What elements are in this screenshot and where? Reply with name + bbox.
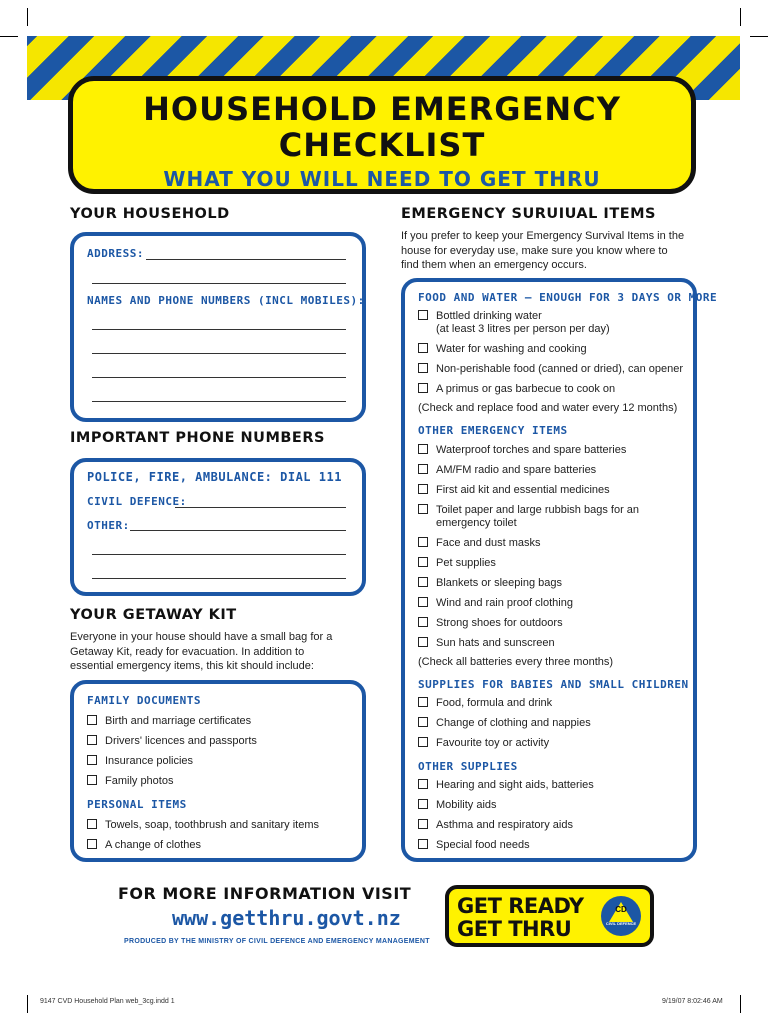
checkbox[interactable] bbox=[418, 444, 428, 454]
page-title-line2: CHECKLIST bbox=[278, 126, 486, 164]
checklist-item[interactable]: Family photos bbox=[87, 775, 173, 788]
checklist-item[interactable]: First aid kit and essential medicines bbox=[418, 484, 610, 497]
getaway-intro: Everyone in your house should have a small bag for a Getaway Kit, ready for evacuation. In addition to essential emergency items, this kit should include: bbox=[70, 631, 333, 672]
other-emergency-label: OTHER EMERGENCY ITEMS bbox=[418, 424, 568, 437]
checkbox[interactable] bbox=[418, 484, 428, 494]
names-line[interactable] bbox=[92, 377, 346, 378]
household-heading: YOUR HOUSEHOLD bbox=[70, 206, 230, 222]
other-label: OTHER: bbox=[87, 519, 130, 532]
logo-line1: GET READY bbox=[457, 894, 584, 918]
crop-mark bbox=[740, 995, 741, 1013]
address-line-2[interactable] bbox=[92, 283, 346, 284]
address-line[interactable] bbox=[146, 259, 346, 260]
checklist-item[interactable]: Bottled drinking water (at least 3 litres per person per day) bbox=[418, 310, 610, 336]
checklist-item[interactable]: Wind and rain proof clothing bbox=[418, 597, 573, 610]
checklist-item[interactable]: Asthma and respiratory aids bbox=[418, 819, 573, 832]
checkbox[interactable] bbox=[87, 715, 97, 725]
names-line[interactable] bbox=[92, 401, 346, 402]
crop-mark bbox=[0, 36, 18, 37]
checklist-item[interactable]: Sun hats and sunscreen bbox=[418, 637, 555, 650]
survival-heading: EMERGENCY SURUIUAL ITEMS bbox=[401, 206, 656, 222]
checklist-item[interactable]: Strong shoes for outdoors bbox=[418, 617, 563, 630]
print-timestamp: 9/19/07 8:02:46 AM bbox=[662, 998, 723, 1005]
checklist-item[interactable]: Favourite toy or activity bbox=[418, 737, 549, 750]
checkbox[interactable] bbox=[418, 577, 428, 587]
checkbox[interactable] bbox=[87, 839, 97, 849]
checkbox[interactable] bbox=[418, 737, 428, 747]
survival-intro: If you prefer to keep your Emergency Survival Items in the house for everyday use, make sure you know where to find them when an emergency occurs. bbox=[401, 230, 685, 271]
other-line-2[interactable] bbox=[92, 554, 346, 555]
produced-by: PRODUCED BY THE MINISTRY OF CIVIL DEFENCE AND EMERGENCY MANAGEMENT bbox=[124, 938, 430, 945]
household-box bbox=[70, 232, 366, 422]
page-subtitle: WHAT YOU WILL NEED TO GET THRU bbox=[163, 167, 601, 191]
checklist-item[interactable]: Food, formula and drink bbox=[418, 697, 552, 710]
get-ready-logo bbox=[445, 885, 654, 947]
checkbox[interactable] bbox=[418, 637, 428, 647]
civil-defence-line[interactable] bbox=[175, 507, 346, 508]
names-label: NAMES AND PHONE NUMBERS (INCL MOBILES): bbox=[87, 294, 365, 307]
checklist-item[interactable]: AM/FM radio and spare batteries bbox=[418, 464, 596, 477]
civil-defence-badge-icon: CD CIVIL DEFENCE bbox=[601, 896, 641, 936]
checkbox[interactable] bbox=[87, 819, 97, 829]
checklist-item[interactable]: Blankets or sleeping bags bbox=[418, 577, 562, 590]
getaway-heading: YOUR GETAWAY KIT bbox=[70, 607, 237, 623]
phones-heading: IMPORTANT PHONE NUMBERS bbox=[70, 430, 325, 446]
checkbox[interactable] bbox=[418, 779, 428, 789]
checklist-item[interactable]: Face and dust masks bbox=[418, 537, 541, 550]
checkbox[interactable] bbox=[418, 464, 428, 474]
checkbox[interactable] bbox=[418, 697, 428, 707]
website-link[interactable]: www.getthru.govt.nz bbox=[172, 906, 401, 930]
checkbox[interactable] bbox=[87, 735, 97, 745]
checklist-item[interactable]: Toilet paper and large rubbish bags for an emergency toilet bbox=[418, 504, 639, 530]
names-line[interactable] bbox=[92, 353, 346, 354]
checkbox[interactable] bbox=[418, 819, 428, 829]
checklist-item[interactable]: Hearing and sight aids, batteries bbox=[418, 779, 594, 792]
checklist-item[interactable]: Non-perishable food (canned or dried), can opener bbox=[418, 363, 683, 376]
checklist-item[interactable]: Pet supplies bbox=[418, 557, 496, 570]
other-line[interactable] bbox=[130, 530, 346, 531]
family-documents-label: FAMILY DOCUMENTS bbox=[87, 694, 201, 707]
checklist-item[interactable]: A primus or gas barbecue to cook on bbox=[418, 383, 615, 396]
crop-mark bbox=[740, 8, 741, 26]
checkbox[interactable] bbox=[418, 597, 428, 607]
food-water-note: (Check and replace food and water every 12 months) bbox=[418, 402, 678, 414]
crop-mark bbox=[750, 36, 768, 37]
checklist-item[interactable]: Drivers' licences and passports bbox=[87, 735, 257, 748]
checklist-item[interactable]: Waterproof torches and spare batteries bbox=[418, 444, 626, 457]
crop-mark bbox=[27, 8, 28, 26]
personal-items-label: PERSONAL ITEMS bbox=[87, 798, 187, 811]
checklist-item[interactable]: Birth and marriage certificates bbox=[87, 715, 251, 728]
emergency-number-label: POLICE, FIRE, AMBULANCE: DIAL 111 bbox=[87, 470, 342, 484]
checkbox[interactable] bbox=[418, 343, 428, 353]
address-label: ADDRESS: bbox=[87, 247, 144, 260]
title-banner bbox=[68, 76, 696, 194]
crop-mark bbox=[27, 995, 28, 1013]
getaway-box bbox=[70, 680, 366, 862]
checklist-item[interactable]: Special food needs bbox=[418, 839, 530, 852]
babies-label: SUPPLIES FOR BABIES AND SMALL CHILDREN bbox=[418, 678, 689, 691]
checkbox[interactable] bbox=[418, 363, 428, 373]
page-title-line1: HOUSEHOLD EMERGENCY bbox=[143, 90, 621, 128]
checkbox[interactable] bbox=[418, 839, 428, 849]
checkbox[interactable] bbox=[418, 717, 428, 727]
civil-defence-label: CIVIL DEFENCE: bbox=[87, 495, 187, 508]
checklist-item[interactable]: Change of clothing and nappies bbox=[418, 717, 591, 730]
checkbox[interactable] bbox=[418, 504, 428, 514]
batteries-note: (Check all batteries every three months) bbox=[418, 656, 614, 668]
checkbox[interactable] bbox=[418, 310, 428, 320]
logo-line2: GET THRU bbox=[457, 917, 572, 941]
checkbox[interactable] bbox=[87, 755, 97, 765]
checkbox[interactable] bbox=[418, 537, 428, 547]
checkbox[interactable] bbox=[418, 617, 428, 627]
checklist-item[interactable]: Towels, soap, toothbrush and sanitary items bbox=[87, 819, 319, 832]
checklist-item[interactable]: Water for washing and cooking bbox=[418, 343, 587, 356]
print-file-info: 9147 CVD Household Plan web_3cg.indd 1 bbox=[40, 998, 175, 1005]
checkbox[interactable] bbox=[87, 775, 97, 785]
food-water-label: FOOD AND WATER — ENOUGH FOR 3 DAYS OR MORE bbox=[418, 291, 718, 304]
checkbox[interactable] bbox=[418, 383, 428, 393]
names-line[interactable] bbox=[92, 329, 346, 330]
checklist-item[interactable]: A change of clothes bbox=[87, 839, 201, 852]
checkbox[interactable] bbox=[418, 557, 428, 567]
checkbox[interactable] bbox=[418, 799, 428, 809]
more-info-heading: FOR MORE INFORMATION VISIT bbox=[118, 884, 412, 903]
other-line-3[interactable] bbox=[92, 578, 346, 579]
checklist-item[interactable]: Insurance policies bbox=[87, 755, 193, 768]
other-supplies-label: OTHER SUPPLIES bbox=[418, 760, 518, 773]
checklist-item[interactable]: Mobility aids bbox=[418, 799, 497, 812]
